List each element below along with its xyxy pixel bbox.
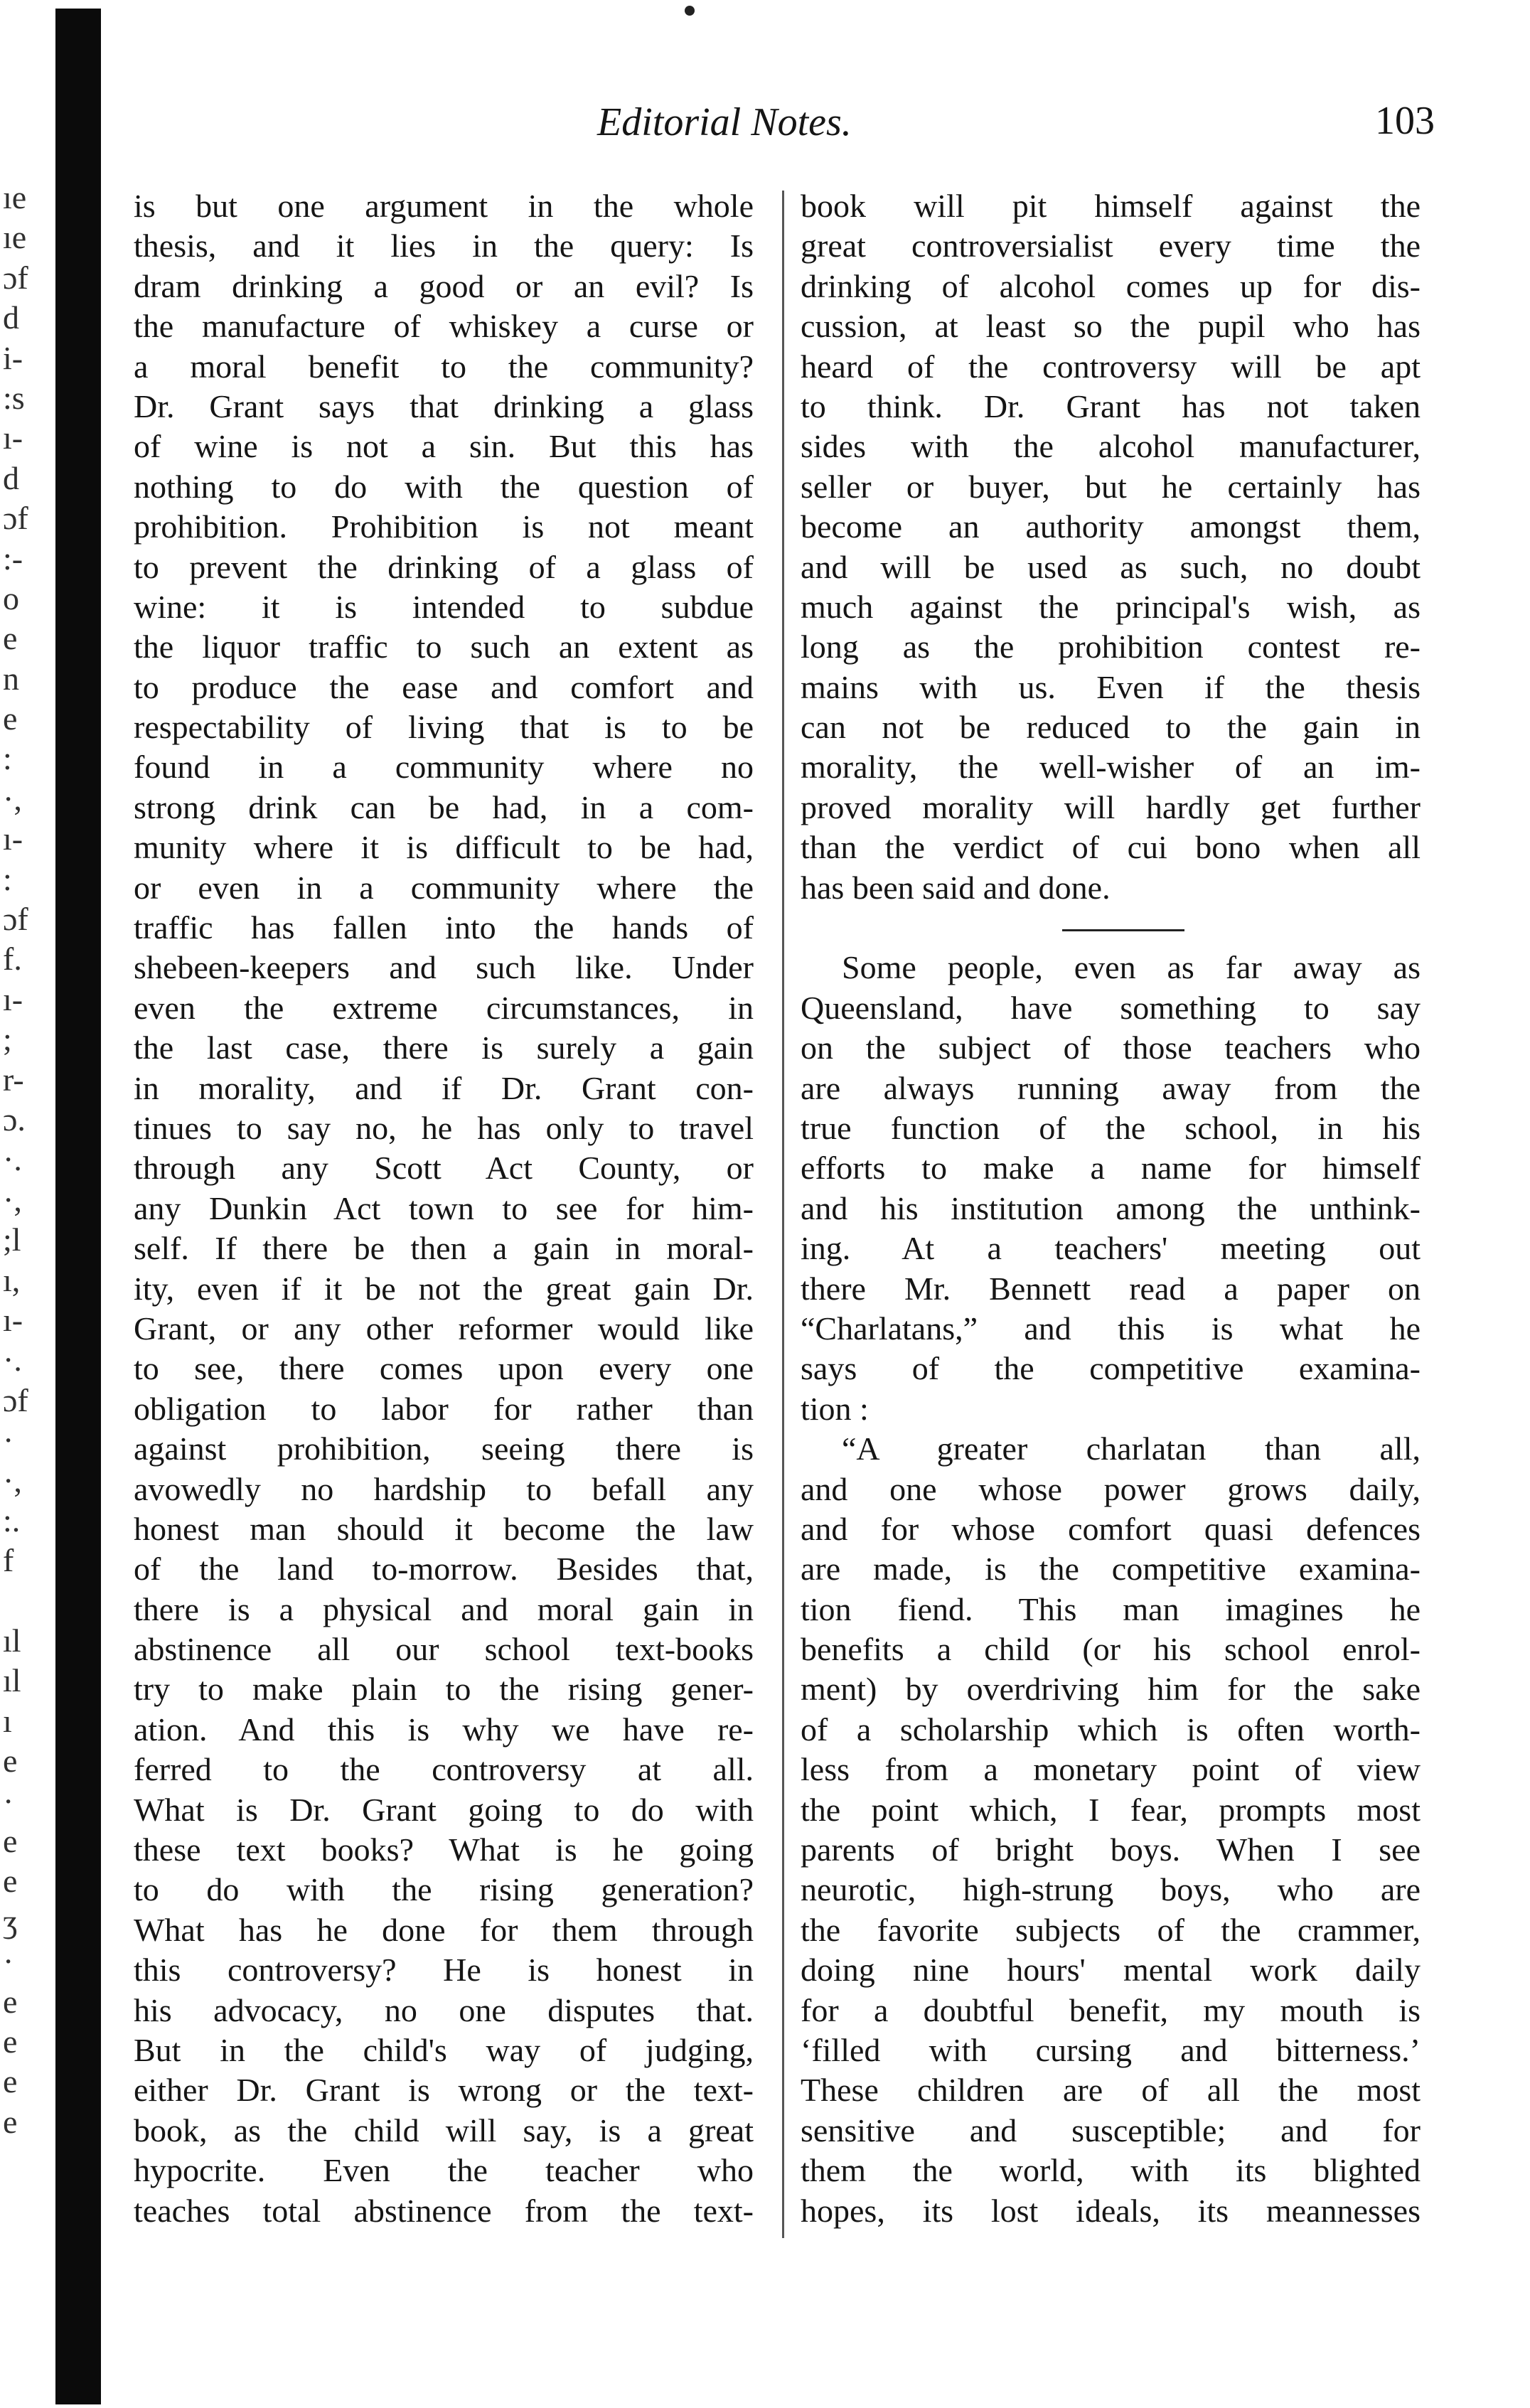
text-line: tinues to say no, he has only to travel <box>134 1109 754 1146</box>
text-line: his advocacy, no one disputes that. <box>134 1991 754 2028</box>
text-line: to see, there comes upon every one <box>134 1350 754 1387</box>
text-line: become an authority amongst them, <box>801 508 1421 545</box>
right-column <box>801 186 1421 2231</box>
text-line: sensitive and susceptible; and for <box>801 2112 1421 2149</box>
text-line: a moral benefit to the community? <box>134 348 754 385</box>
text-line: much against the principal's wish, as <box>801 588 1421 625</box>
text-line: can not be reduced to the gain in <box>801 709 1421 746</box>
text-line: and one whose power grows daily, <box>801 1470 1421 1507</box>
edge-fragment: ɔf <box>3 259 28 296</box>
text-line: true function of the school, in his <box>801 1109 1421 1146</box>
edge-fragment: ı- <box>3 820 23 857</box>
edge-fragment: e <box>3 1983 18 2020</box>
text-line: them the world, with its blighted <box>801 2152 1421 2189</box>
text-line: munity where it is difficult to be had, <box>134 829 754 866</box>
edge-fragment: o <box>3 579 19 616</box>
edge-fragment: ıl <box>3 1622 21 1659</box>
text-line: there is a physical and moral gain in <box>134 1590 754 1627</box>
text-line: any Dunkin Act town to see for him- <box>134 1189 754 1226</box>
column-divider <box>782 191 784 2238</box>
previous-page-edge <box>3 178 46 2142</box>
edge-fragment: ı <box>3 1702 12 1739</box>
text-line: strong drink can be had, in a com- <box>134 788 754 825</box>
edge-fragment: · <box>3 1782 14 1819</box>
paragraph-charlatans-quote <box>801 1429 1421 2231</box>
text-line: seller or buyer, but he certainly has <box>801 468 1421 505</box>
text-line: the favorite subjects of the crammer, <box>801 1911 1421 1948</box>
text-line: mains with us. Even if the thesis <box>801 668 1421 705</box>
text-line: than the verdict of cui bono when all <box>801 829 1421 866</box>
text-line: nothing to do with the question of <box>134 468 754 505</box>
edge-fragment: i- <box>3 339 23 376</box>
text-line: or even in a community where the <box>134 869 754 906</box>
edge-fragment: · <box>3 1943 14 1980</box>
text-line: prohibition. Prohibition is not meant <box>134 508 754 545</box>
edge-fragment: · <box>3 1422 14 1459</box>
edge-fragment: :. <box>3 1502 21 1539</box>
text-line: What has he done for them through <box>134 1911 754 1948</box>
text-line: the liquor traffic to such an extent as <box>134 628 754 665</box>
edge-fragment: ·, <box>3 780 22 817</box>
edge-fragment: ɔf <box>3 901 28 938</box>
text-line: heard of the controversy will be apt <box>801 348 1421 385</box>
text-line: sides with the alcohol manufacturer, <box>801 428 1421 465</box>
text-line: doing nine hours' mental work daily <box>801 1952 1421 1989</box>
text-line: great controversialist every time the <box>801 228 1421 264</box>
text-line: this controversy? He is honest in <box>134 1952 754 1989</box>
text-line: and his institution among the unthink- <box>801 1189 1421 1226</box>
edge-fragment: :s <box>3 379 25 416</box>
edge-fragment: :- <box>3 540 23 577</box>
text-line: shebeen-keepers and such like. Under <box>134 949 754 986</box>
edge-fragment: ·, <box>3 1462 22 1499</box>
text-line: through any Scott Act County, or <box>134 1150 754 1187</box>
edge-fragment: e <box>3 2103 18 2140</box>
edge-fragment: e <box>3 2023 18 2060</box>
text-line: Some people, even as far away as <box>842 949 1421 986</box>
section-rule <box>801 908 1421 948</box>
text-line: of the land to-morrow. Besides that, <box>134 1551 754 1588</box>
text-line: to produce the ease and comfort and <box>134 668 754 705</box>
edge-fragment: ı- <box>3 980 23 1017</box>
text-line: are made, is the competitive examina- <box>801 1551 1421 1588</box>
text-line: abstinence all our school text-books <box>134 1631 754 1668</box>
edge-fragment: e <box>3 1823 18 1860</box>
text-line: even the extreme circumstances, in <box>134 989 754 1026</box>
edge-fragment: ı- <box>3 1301 23 1338</box>
text-line: to do with the rising generation? <box>134 1871 754 1908</box>
text-line: says of the competitive examina- <box>801 1350 1421 1387</box>
text-line: try to make plain to the rising gener- <box>134 1671 754 1708</box>
text-line: is but one argument in the whole <box>134 188 754 224</box>
text-line: parents of bright boys. When I see <box>801 1831 1421 1868</box>
text-line: drinking of alcohol comes up for dis- <box>801 267 1421 304</box>
text-line: benefits a child (or his school enrol- <box>801 1631 1421 1668</box>
text-line: to think. Dr. Grant has not taken <box>801 387 1421 424</box>
edge-fragment: n <box>3 660 19 697</box>
edge-fragment: ı, <box>3 1261 21 1298</box>
text-line: ferred to the controversy at all. <box>134 1751 754 1788</box>
text-line: Grant, or any other reformer would like <box>134 1310 754 1347</box>
text-line: morality, the well-wisher of an im- <box>801 749 1421 786</box>
edge-fragment: d <box>3 459 19 496</box>
edge-fragment: ; <box>3 1021 12 1058</box>
text-line: honest man should it become the law <box>134 1510 754 1547</box>
text-line: tion : <box>801 1390 869 1427</box>
edge-fragment: ·. <box>3 1141 22 1178</box>
text-line: against prohibition, seeing there is <box>134 1430 754 1467</box>
edge-fragment: : <box>3 860 12 897</box>
edge-fragment: ɔ. <box>3 1101 26 1138</box>
page-number: 103 <box>1375 99 1435 143</box>
text-line: “Charlatans,” and this is what he <box>801 1310 1421 1347</box>
text-line: the point which, I fear, prompts most <box>801 1791 1421 1828</box>
text-line: But in the child's way of judging, <box>134 2031 754 2068</box>
edge-fragment <box>3 1581 46 1621</box>
text-line: hypocrite. Even the teacher who <box>134 2152 754 2189</box>
edge-fragment: f. <box>3 941 22 978</box>
text-line: there Mr. Bennett read a paper on <box>801 1270 1421 1307</box>
text-line: teaches total abstinence from the text- <box>134 2192 754 2229</box>
text-line: “A greater charlatan than all, <box>842 1430 1421 1467</box>
text-line: in morality, and if Dr. Grant con- <box>134 1069 754 1106</box>
edge-fragment: : <box>3 740 12 777</box>
text-line: These children are of all the most <box>801 2072 1421 2109</box>
edge-fragment: ɔf <box>3 1381 28 1418</box>
text-line: to prevent the drinking of a glass of <box>134 548 754 585</box>
text-line: efforts to make a name for himself <box>801 1150 1421 1187</box>
edge-fragment: e <box>3 1863 18 1900</box>
text-line: and will be used as such, no doubt <box>801 548 1421 585</box>
binding-shadow <box>55 9 101 2404</box>
text-line: either Dr. Grant is wrong or the text- <box>134 2072 754 2109</box>
text-line: book, as the child will say, is a great <box>134 2112 754 2149</box>
edge-fragment: ı- <box>3 419 23 456</box>
text-line: respectability of living that is to be <box>134 709 754 746</box>
text-line: What is Dr. Grant going to do with <box>134 1791 754 1828</box>
edge-fragment: ɔf <box>3 500 28 537</box>
edge-fragment: f <box>3 1542 14 1579</box>
ink-dot <box>685 6 695 16</box>
text-line: traffic has fallen into the hands of <box>134 909 754 946</box>
text-line: the manufacture of whiskey a curse or <box>134 308 754 345</box>
text-line: dram drinking a good or an evil? Is <box>134 267 754 304</box>
text-line: thesis, and it lies in the query: Is <box>134 228 754 264</box>
edge-fragment: ·, <box>3 1181 22 1218</box>
text-line: and for whose comfort quasi defences <box>801 1510 1421 1547</box>
text-line: of wine is not a sin. But this has <box>134 428 754 465</box>
text-line: tion fiend. This man imagines he <box>801 1590 1421 1627</box>
text-line: ‘filled with cursing and bitterness.’ <box>801 2031 1421 2068</box>
text-line: less from a monetary point of view <box>801 1751 1421 1788</box>
text-line: Queensland, have something to say <box>801 989 1421 1026</box>
edge-fragment: e <box>3 2063 18 2100</box>
text-line: ment) by overdriving him for the sake <box>801 1671 1421 1708</box>
text-line: has been said and done. <box>801 869 1111 906</box>
text-line: cussion, at least so the pupil who has <box>801 308 1421 345</box>
text-line: Dr. Grant says that drinking a glass <box>134 387 754 424</box>
text-line: book will pit himself against the <box>801 188 1421 224</box>
edge-fragment: e <box>3 620 18 657</box>
edge-fragment: e <box>3 1743 18 1780</box>
text-line: of a scholarship which is often worth- <box>801 1711 1421 1748</box>
text-line: neurotic, high-strung boys, who are <box>801 1871 1421 1908</box>
edge-fragment: ıl <box>3 1662 21 1699</box>
edge-fragment: r- <box>3 1061 24 1098</box>
text-line: obligation to labor for rather than <box>134 1390 754 1427</box>
left-column <box>134 186 754 2231</box>
edge-fragment: ·. <box>3 1342 22 1379</box>
text-line: ity, even if it be not the great gain Dr. <box>134 1270 754 1307</box>
paragraph-prohibition-end <box>801 186 1421 908</box>
edge-fragment: d <box>3 299 19 336</box>
text-line: long as the prohibition contest re- <box>801 628 1421 665</box>
text-line: for a doubtful benefit, my mouth is <box>801 1991 1421 2028</box>
text-line: hopes, its lost ideals, its meannesses <box>801 2192 1421 2229</box>
text-line: avowedly no hardship to befall any <box>134 1470 754 1507</box>
text-line: ing. At a teachers' meeting out <box>801 1230 1421 1267</box>
edge-fragment: ıe <box>3 219 27 256</box>
edge-fragment: ;l <box>3 1221 21 1258</box>
text-line: the last case, there is surely a gain <box>134 1029 754 1066</box>
text-line: self. If there be then a gain in moral- <box>134 1230 754 1267</box>
paragraph-charlatans-intro <box>801 948 1421 1429</box>
text-line: ation. And this is why we have re- <box>134 1711 754 1748</box>
text-line: these text books? What is he going <box>134 1831 754 1868</box>
text-line: proved morality will hardly get further <box>801 788 1421 825</box>
running-title: Editorial Notes. <box>597 100 852 144</box>
edge-fragment: e <box>3 700 18 737</box>
edge-fragment: ʒ <box>3 1903 18 1939</box>
text-line: on the subject of those teachers who <box>801 1029 1421 1066</box>
text-line: wine: it is intended to subdue <box>134 588 754 625</box>
edge-fragment: ıe <box>3 179 27 215</box>
text-line: found in a community where no <box>134 749 754 786</box>
text-line: are always running away from the <box>801 1069 1421 1106</box>
